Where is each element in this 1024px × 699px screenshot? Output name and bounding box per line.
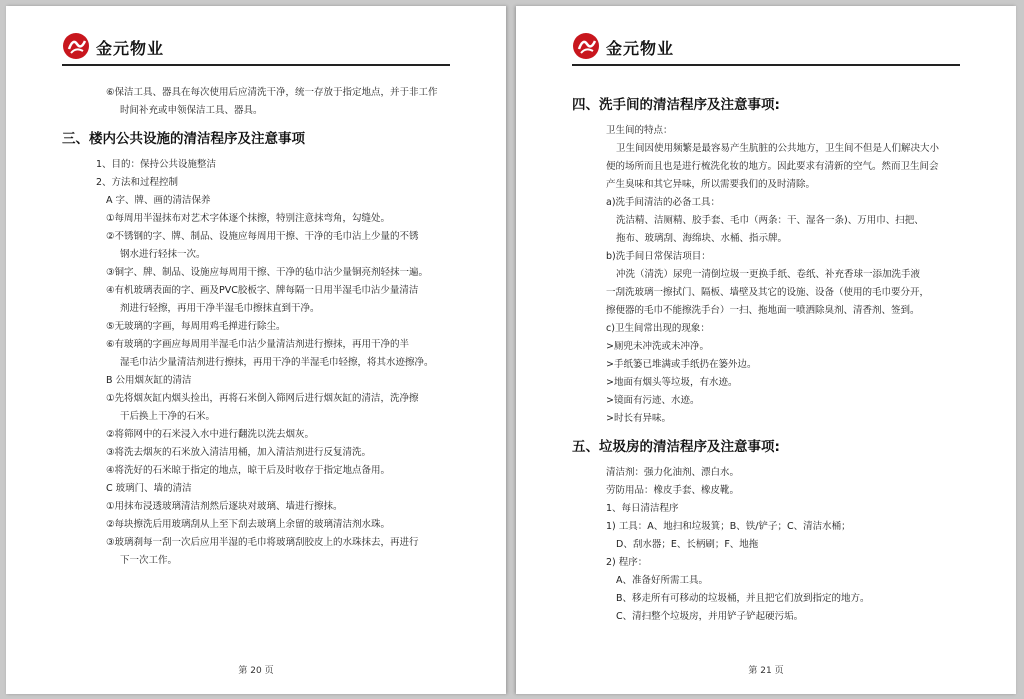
text-line: ⑤无玻璃的字画，每周用鸡毛掸进行除尘。 — [106, 321, 286, 332]
text-line: 冲洗（清洗）尿兜一清倒垃圾一更换手纸、卷纸、补充香球一添加洗手液 — [616, 269, 921, 280]
section-heading: 四、洗手间的清洁程序及注意事项: — [572, 97, 780, 113]
text-line: 1、每日清洁程序 — [606, 503, 679, 514]
text-line: ⑥保洁工具、器具在每次使用后应清洗干净，统一存放于指定地点，并于非工作 — [106, 87, 438, 98]
text-line: >厕兜未冲洗或未冲净。 — [606, 341, 709, 352]
company-logo-icon — [62, 32, 92, 60]
company-name: 金元物业 — [606, 39, 675, 58]
company-logo-icon — [572, 32, 602, 60]
page-number: 第 21 页 — [748, 666, 784, 676]
text-line: D、刮水器；E、长柄刷；F、地拖 — [616, 539, 759, 550]
section-heading: 五、垃圾房的清洁程序及注意事项: — [572, 439, 780, 455]
text-line: A、准备好所需工具。 — [616, 575, 708, 586]
left-page — [6, 6, 506, 694]
text-line: ⑥有玻璃的字画应每周用半湿毛巾沾少量清洁剂进行擦抹，再用干净的半 — [106, 339, 410, 350]
text-line: 1) 工具：A、地扫和垃圾箕；B、铁/铲子；C、清洁水桶； — [606, 521, 851, 532]
text-line: 便的场所而且也是进行梳洗化妆的地方。因此要求有清新的空气。然而卫生间会 — [606, 161, 939, 172]
text-line: ②每块擦洗后用玻璃刮从上至下刮去玻璃上余留的玻璃清洁剂水珠。 — [106, 519, 391, 530]
text-line: 剂进行轻擦，再用干净半湿毛巾擦抹直到干净。 — [120, 303, 320, 314]
text-line: >时长有异味。 — [606, 413, 671, 424]
text-line: 干后换上干净的石米。 — [120, 411, 216, 422]
page-content — [62, 84, 450, 570]
text-line: ④有机玻璃表面的字、画及PVC胶板字、牌每隔一日用半湿毛巾沾少量清洁 — [106, 285, 419, 296]
text-line: 下一次工作。 — [120, 555, 178, 566]
text-line: 拖布、玻璃刮、海绵块、水桶、指示牌。 — [616, 233, 788, 244]
text-line: ③玻璃刹每一刮一次后应用半湿的毛巾将玻璃刮胶皮上的水珠抹去，再进行 — [106, 537, 419, 548]
text-line: ②将筛网中的石米浸入水中进行翻洗以洗去烟灰。 — [106, 429, 315, 440]
text-line: 钢水进行轻抹一次。 — [120, 249, 206, 260]
text-line: c)卫生间常出现的现象： — [606, 323, 710, 334]
page-header — [62, 30, 450, 66]
company-name: 金元物业 — [96, 39, 165, 58]
text-line: C、清扫整个垃圾房，并用铲子铲起硬污垢。 — [616, 611, 804, 622]
text-line: A 字、牌、画的清洁保养 — [106, 195, 211, 206]
text-line: >手纸篓已堆满或手纸扔在篓外边。 — [606, 359, 757, 370]
text-line: C 玻璃门、墙的清洁 — [106, 483, 192, 494]
page-content — [572, 86, 960, 626]
text-line: >镜面有污迹、水迹。 — [606, 395, 700, 406]
text-line: 劳防用品：橡皮手套、橡皮靴。 — [606, 485, 740, 496]
text-line: ①用抹布浸透玻璃清洁剂然后逐块对玻璃、墙进行擦抹。 — [106, 501, 343, 512]
text-line: B、移走所有可移动的垃圾桶，并且把它们放到指定的地方。 — [616, 593, 870, 604]
text-line: 时间补充或申领保洁工具、器具。 — [120, 105, 263, 116]
right-page — [516, 6, 1016, 694]
text-line: 湿毛巾沾少量清洁剂进行擦抹，再用干净的半湿毛巾轻擦，将其水迹擦净。 — [120, 357, 434, 368]
text-line: 一刮洗玻璃一擦拭门、隔板、墙壁及其它的设施、设备（使用的毛巾要分开， — [606, 287, 930, 298]
text-line: 产生臭味和其它异味，所以需要我们的及时清除。 — [606, 179, 816, 190]
text-line: ①先将烟灰缸内烟头捡出，再将石米倒入筛网后进行烟灰缸的清洁，洗净擦 — [106, 393, 419, 404]
text-line: a)洗手间清洁的必备工具： — [606, 197, 721, 208]
text-line: ①每周用半湿抹布对艺术字体逐个抹擦，特别注意抹弯角，勾缝处。 — [106, 213, 391, 224]
page-header — [572, 30, 960, 66]
text-line: 1、目的：保持公共设施整洁 — [96, 159, 217, 170]
text-line: ②不锈钢的字、牌、制品、设施应每周用干擦、干净的毛巾沾上少量的不锈 — [106, 231, 419, 242]
text-line: 2) 程序： — [606, 557, 648, 568]
page-number: 第 20 页 — [238, 666, 274, 676]
text-line: >地面有烟头等垃圾，有水迹。 — [606, 377, 738, 388]
text-line: ③铜字、牌、制品、设施应每周用干擦、干净的毡巾沾少量铜亮剂轻抹一遍。 — [106, 267, 429, 278]
text-line: 洗洁精、洁厕精、胶手套、毛巾（两条：干、湿各一条)、万用巾、扫把、 — [616, 215, 924, 226]
text-line: 卫生间的特点： — [606, 125, 673, 136]
section-heading: 三、楼内公共设施的清洁程序及注意事项 — [62, 131, 305, 147]
text-line: ③将洗去烟灰的石米放入清洁用桶，加入清洁剂进行反复清洗。 — [106, 447, 372, 458]
text-line: b)洗手间日常保洁项目： — [606, 251, 711, 262]
text-line: ④将洗好的石米晾于指定的地点，晾干后及时收存于指定地点备用。 — [106, 465, 391, 476]
text-line: B 公用烟灰缸的清洁 — [106, 375, 192, 386]
text-line: 清洁剂：强力化油剂、漂白水。 — [606, 467, 740, 478]
text-line: 卫生间因使用频繁是最容易产生肮脏的公共地方，卫生间不但是人们解决大小 — [616, 143, 940, 154]
text-line: 擦便器的毛巾不能擦洗手台）一扫、拖地面一喷洒除臭剂、清香剂、签到。 — [606, 305, 920, 316]
text-line: 2、方法和过程控制 — [96, 177, 179, 188]
